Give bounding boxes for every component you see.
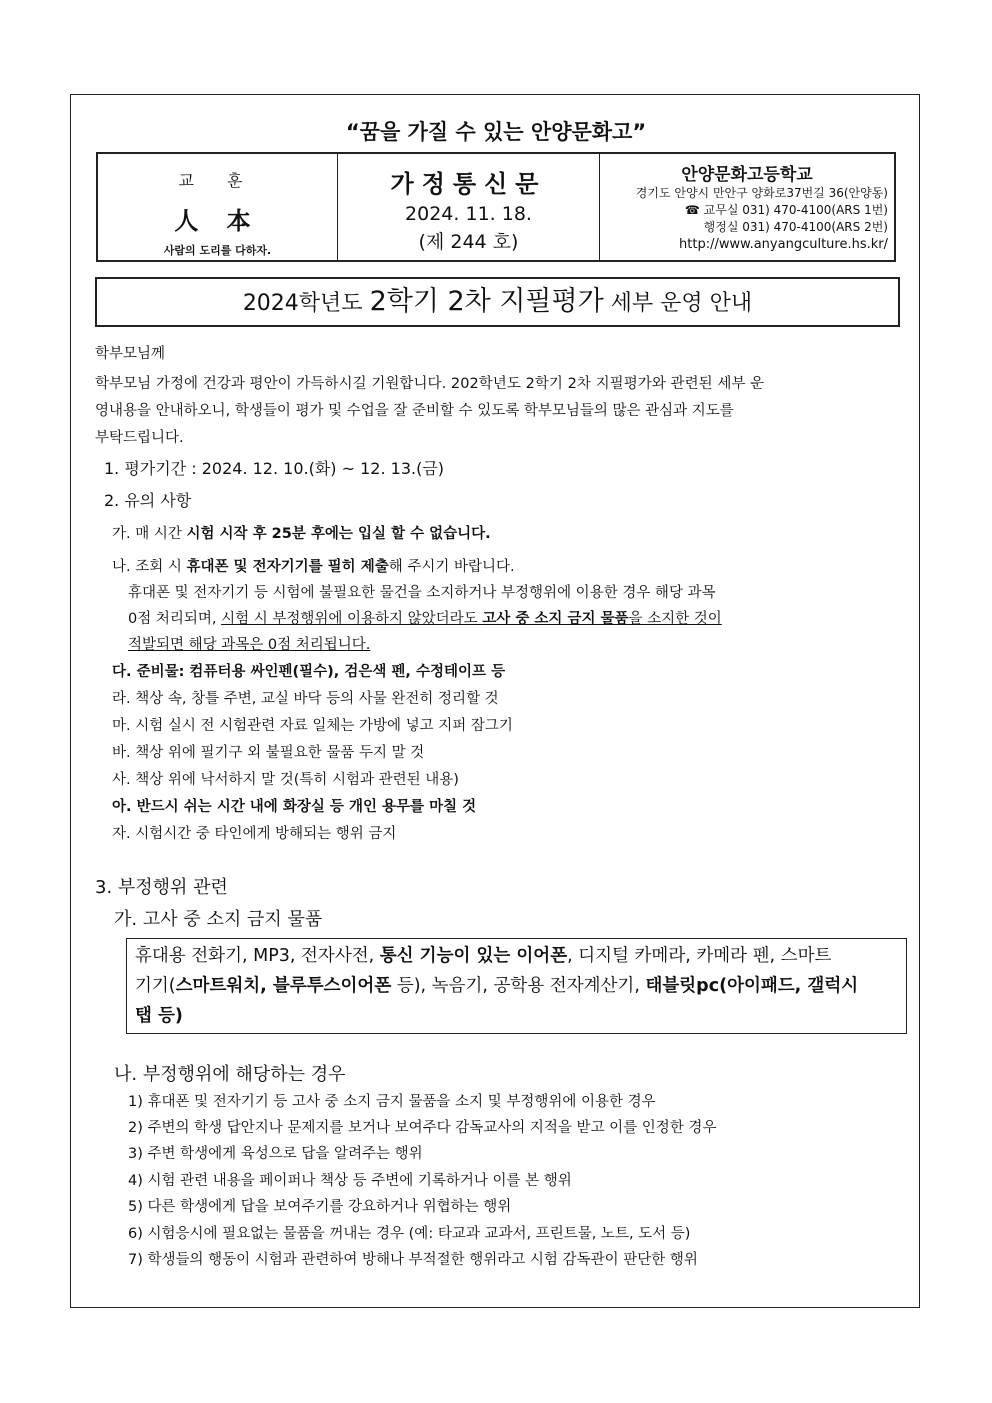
prohibited-items-text-1: 휴대용 전화기, MP3, 전자사전, (135, 946, 380, 966)
intro-line-3: 부탁드립니다. (95, 430, 184, 446)
school-website[interactable]: http://www.anyangculture.hs.kr/ (679, 237, 888, 252)
school-address: 경기도 안양시 만안구 양화로37번길 36(안양동) (635, 186, 888, 200)
notice-ma: 마. 시험 실시 전 시험관련 자료 일체는 가방에 넣고 지퍼 잠그기 (112, 718, 513, 734)
violation-item-1: 1) 휴대폰 및 전자기기 등 고사 중 소지 금지 물품을 소지 및 부정행위에 이용한 경우 (128, 1094, 656, 1110)
prohibited-items-line-3: 탭 등) (135, 1006, 183, 1026)
intro-line-2: 영내용을 안내하오니, 학생들이 평가 및 수업을 잘 준비할 수 있도록 학부모님들의 많은 관심과 지도를 (95, 403, 734, 419)
newsletter-issue: (제 244 호) (418, 231, 519, 253)
notice-ba: 바. 책상 위에 필기구 외 불필요한 물품 두지 말 것 (112, 745, 425, 761)
notice-ga-prefix: 가. 매 시간 (112, 526, 187, 542)
notice-sa: 사. 책상 위에 낙서하지 말 것(특히 시험과 관련된 내용) (112, 772, 459, 788)
section-3-heading: 3. 부정행위 관련 (95, 877, 228, 898)
notice-na-suffix: 해 주시기 바랍니다. (388, 559, 515, 575)
notice-na-detail-2-underline: 시험 시 부정행위에 이용하지 않았더라도 (221, 611, 483, 627)
motto-subtitle: 사람의 도리를 다하자. (163, 244, 272, 257)
section-3-sub-ga: 가. 고사 중 소지 금지 물품 (114, 909, 323, 930)
notice-a: 아. 반드시 쉬는 시간 내에 화장실 등 개인 용무를 마칠 것 (112, 799, 477, 815)
motto-cell (98, 154, 338, 260)
school-phone-1: ☎ 교무실 031) 470-4100(ARS 1번) (684, 203, 888, 217)
school-phone-2: 행정실 031) 470-4100(ARS 2번) (703, 220, 888, 234)
document-title (95, 277, 900, 327)
motto-label: 교 훈 (178, 171, 257, 190)
violation-item-5: 5) 다른 학생에게 답을 보여주기를 강요하거나 위협하는 행위 (128, 1199, 512, 1215)
notice-na-detail-2 (128, 607, 722, 628)
notice-na (112, 555, 515, 576)
section-1-period: 1. 평가기간 : 2024. 12. 10.(화) ~ 12. 13.(금) (104, 459, 445, 478)
prohibited-items-bold-3: 태블릿pc(아이패드, 갤럭시 (645, 976, 859, 996)
prohibited-items-text-4: 등), 녹음기, 공학용 전자계산기, (391, 976, 646, 996)
slogan: “꿈을 가질 수 있는 안양문화고” (345, 120, 647, 144)
violation-item-2: 2) 주변의 학생 답안지나 문제지를 보거나 보여주다 감독교사의 지적을 받고 이를 인정한 경우 (128, 1120, 717, 1136)
notice-na-detail-2-bold: 고사 중 소지 금지 물품 (482, 611, 629, 627)
motto-chars: 人 本 (174, 206, 261, 235)
school-cell (600, 154, 894, 260)
notice-ga-bold: 시험 시작 후 25분 후에는 입실 할 수 없습니다. (186, 526, 491, 542)
notice-na-detail-2-plain: 0점 처리되며, (128, 611, 222, 627)
prohibited-items-bold-1: 통신 기능이 있는 이어폰 (379, 946, 568, 966)
violation-item-4: 4) 시험 관련 내용을 페이퍼나 책상 등 주변에 기록하거나 이를 본 행위 (128, 1173, 572, 1189)
violation-item-6: 6) 시험응시에 필요없는 물품을 꺼내는 경우 (예: 타교과 교과서, 프린트물, 노트, 도서 등) (128, 1226, 691, 1242)
notice-ja: 자. 시험시간 중 타인에게 방해되는 행위 금지 (112, 826, 397, 842)
greeting: 학부모님께 (95, 346, 166, 362)
newsletter-cell (338, 154, 600, 260)
newsletter-date: 2024. 11. 18. (405, 203, 532, 225)
school-name: 안양문화고등학교 (681, 165, 813, 185)
prohibited-items-box (126, 938, 907, 1034)
newsletter-title: 가정통신문 (390, 170, 547, 198)
notice-ga (112, 522, 491, 543)
notice-da: 다. 준비물: 컴퓨터용 싸인펜(필수), 검은색 펜, 수정테이프 등 (112, 664, 506, 680)
letterhead (96, 152, 896, 262)
notice-na-bold: 휴대폰 및 전자기기를 필히 제출 (186, 559, 389, 575)
title-part-3: 세부 운영 안내 (603, 291, 753, 316)
intro-line-1: 학부모님 가정에 건강과 평안이 가득하시길 기원합니다. 202학년도 2학기 2차 지필평가와 관련된 세부 운 (95, 376, 765, 392)
section-3-sub-na: 나. 부정행위에 해당하는 경우 (114, 1064, 346, 1085)
prohibited-items-line-2 (135, 971, 898, 1001)
notice-na-detail-1: 휴대폰 및 전자기기 등 시험에 불필요한 물건을 소지하거나 부정행위에 이용한 경우 해당 과목 (128, 585, 716, 601)
notice-na-prefix: 나. 조회 시 (112, 559, 187, 575)
notice-na-detail-2-underline-end: 을 소지한 것이 (628, 611, 722, 627)
violation-item-3: 3) 주변 학생에게 육성으로 답을 알려주는 행위 (128, 1146, 423, 1162)
prohibited-items-text-3: 기기( (135, 976, 176, 996)
section-2-heading: 2. 유의 사항 (104, 491, 192, 510)
prohibited-items-bold-2: 스마트워치, 블루투스이어폰 (175, 976, 392, 996)
notice-ra: 라. 책상 속, 창틀 주변, 교실 바닥 등의 사물 완전히 정리할 것 (112, 691, 499, 707)
violation-item-7: 7) 학생들의 행동이 시험과 관련하여 방해나 부적절한 행위라고 시험 감독관이 판단한 행위 (128, 1252, 698, 1268)
prohibited-items-line-1 (135, 941, 898, 971)
notice-na-detail-3: 적발되면 해당 과목은 0점 처리됩니다. (128, 637, 371, 653)
title-part-1: 2024학년도 (242, 291, 370, 316)
prohibited-items-text-2: , 디지털 카메라, 카메라 펜, 스마트 (567, 946, 832, 966)
title-part-2: 2학기 2차 지필평가 (369, 286, 604, 317)
